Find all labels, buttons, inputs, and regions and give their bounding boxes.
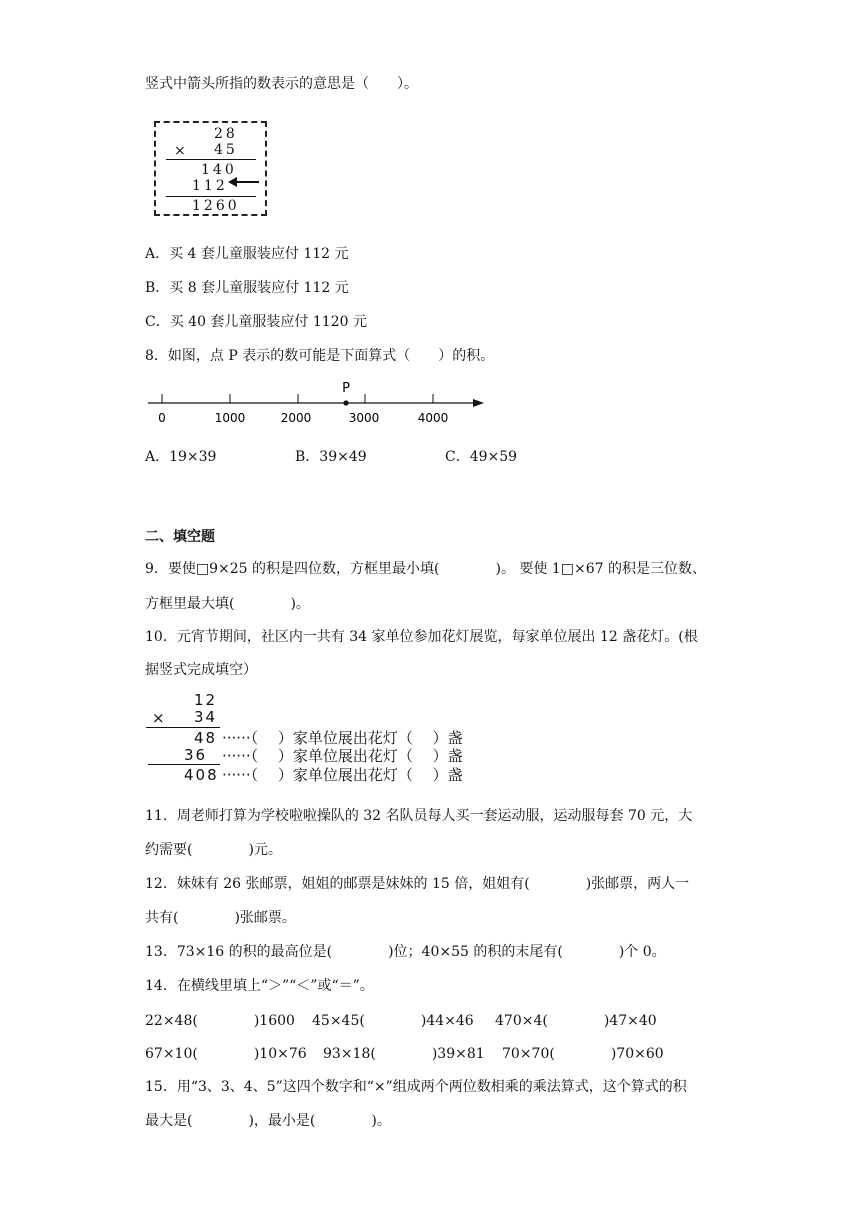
q15-line2: 最大是( )，最小是( )。 (145, 1113, 391, 1129)
point-p-label: P (342, 381, 350, 396)
q14-compare-item: 45×45( )44×46 (312, 1013, 474, 1029)
tick-label: 0 (158, 411, 166, 425)
partial-product-1: 48 (194, 729, 218, 747)
q10-blank-row: ······（ ）家单位展出花灯（ ）盏 (222, 766, 463, 784)
q12-line1: 12．妹妹有 26 张邮票，姐姐的邮票是妹妹的 15 倍，姐姐有( )张邮票，两人一 (145, 876, 690, 892)
q9-line1: 9．要使□9×25 的积是四位数，方框里最小填( )。 要使 1□×67 的积是三位数、 (145, 561, 706, 577)
tick-label: 4000 (417, 411, 449, 425)
q7-stem: 竖式中箭头所指的数表示的意思是（ ）。 (145, 76, 418, 92)
times-sign: × (152, 709, 167, 727)
q12-line2: 共有( )张邮票。 (145, 910, 296, 926)
q7-option-b: B．买 8 套儿童服装应付 112 元 (145, 280, 349, 296)
q9-line2: 方框里最大填( )。 (145, 596, 310, 612)
q14-compare-item: 93×18( )39×81 (323, 1046, 485, 1062)
q14-compare-item: 67×10( )10×76 (145, 1046, 307, 1062)
q10-blank-row: ······（ ）家单位展出花灯（ ）盏 (222, 729, 463, 747)
q10-line2: 据竖式完成填空） (145, 662, 257, 678)
point-p (343, 400, 348, 405)
multiplier: 34 (194, 708, 218, 726)
partial-product-1: 140 (201, 162, 237, 178)
q7-option-c: C．买 40 套儿童服装应付 1120 元 (145, 314, 367, 330)
q14-compare-item: 22×48( )1600 (145, 1013, 295, 1029)
partial-product-2: 36 (184, 746, 208, 764)
q10-vertical-multiplication (144, 690, 504, 785)
q13-line1: 13．73×16 的积的最高位是( )位；40×55 的积的末尾有( )个 0。 (145, 944, 666, 960)
rule-line (166, 196, 256, 197)
times-sign: × (174, 143, 189, 159)
rule-line (148, 764, 220, 765)
q11-line2: 约需要( )元。 (145, 842, 282, 858)
q11-line1: 11．周老师打算为学校啦啦操队的 32 名队员每人买一套运动服，运动服每套 70 元，大 (145, 808, 693, 824)
q8-option-a: A．19×39 (145, 449, 217, 465)
q14-stem: 14．在横线里填上“＞”“＜”或“＝”。 (145, 978, 374, 994)
q10-blank-row: ······（ ）家单位展出花灯（ ）盏 (222, 747, 463, 765)
q14-compare-item: 70×70( )70×60 (502, 1046, 664, 1062)
arrow-left-icon (228, 175, 260, 189)
q8-option-c: C．49×59 (445, 449, 518, 465)
q8-option-b: B．39×49 (295, 449, 367, 465)
arrow-right-icon (473, 399, 484, 407)
multiplicand: 28 (214, 126, 238, 142)
multiplicand: 12 (194, 691, 218, 709)
number-line (148, 378, 488, 426)
tick-label: 1000 (214, 411, 246, 425)
tick-label: 2000 (280, 411, 312, 425)
partial-product-2: 112 (192, 178, 228, 194)
product: 408 (184, 766, 219, 784)
q10-line1: 10．元宵节期间，社区内一共有 34 家单位参加花灯展览，每家单位展出 12 盏花灯。(根 (145, 629, 698, 645)
q15-line1: 15．用“3、3、4、5”这四个数字和“×”组成两个两位数相乘的乘法算式，这个算式的积 (145, 1079, 687, 1095)
q8-stem: 8．如图，点 P 表示的数可能是下面算式（ ）的积。 (145, 348, 495, 364)
rule-line (146, 727, 220, 728)
multiplier: 45 (214, 142, 238, 158)
vertical-multiplication-box (154, 121, 267, 216)
rule-line (166, 159, 256, 160)
q7-option-a: A．买 4 套儿童服装应付 112 元 (145, 246, 349, 262)
product: 1260 (192, 198, 240, 214)
section-heading: 二、填空题 (145, 529, 215, 545)
tick-label: 3000 (348, 411, 380, 425)
q14-compare-item: 470×4( )47×40 (495, 1013, 657, 1029)
